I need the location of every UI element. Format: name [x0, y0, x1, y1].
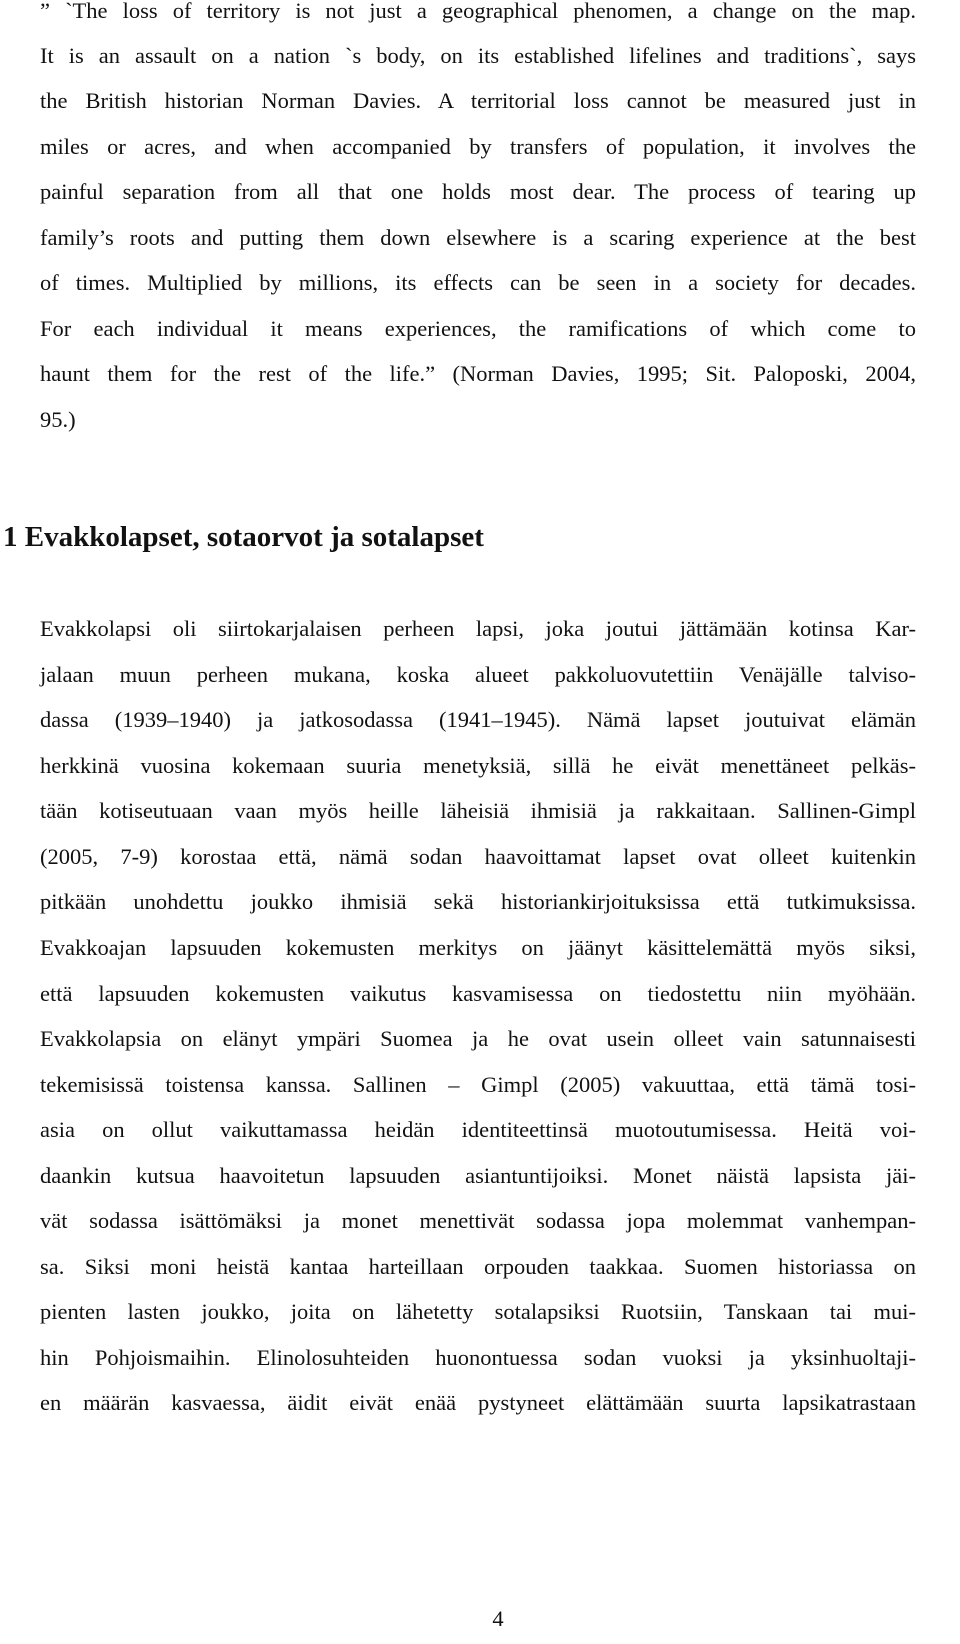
body-line: daankin kutsua haavoitetun lapsuuden asiantuntijoiksi. Monet näistä lapsista jäi-: [40, 1163, 916, 1188]
quote-line: family’s roots and putting them down elsewhere is a scaring experience at the best: [40, 225, 916, 250]
quote-line: of times. Multiplied by millions, its effects can be seen in a society for decades.: [40, 270, 916, 295]
body-line: Evakkolapsia on elänyt ympäri Suomea ja he ovat usein olleet vain satunnaisesti: [40, 1026, 916, 1051]
section-heading: 1 Evakkolapset, sotaorvot ja sotalapset: [3, 521, 484, 553]
body-line: (2005, 7-9) korostaa että, nämä sodan haavoittamat lapset ovat olleet kuitenkin: [40, 844, 916, 869]
body-line: sa. Siksi moni heistä kantaa harteillaan orpouden taakkaa. Suomen historiassa on: [40, 1254, 916, 1279]
page-number: 4: [492, 1606, 504, 1631]
quote-line: It is an assault on a nation `s body, on its established lifelines and traditions`, says: [40, 43, 916, 68]
body-line: että lapsuuden kokemusten vaikutus kasvamisessa on tiedostettu niin myöhään.: [40, 981, 916, 1006]
body-line: asia on ollut vaikuttamassa heidän identiteettinsä muotoutumisessa. Heitä voi-: [40, 1117, 916, 1142]
quote-line: 95.): [40, 407, 76, 432]
body-line: vät sodassa isättömäksi ja monet menettivät sodassa jopa molemmat vanhempan-: [40, 1208, 916, 1233]
quote-line: the British historian Norman Davies. A territorial loss cannot be measured just in: [40, 88, 916, 113]
quote-line: haunt them for the rest of the life.” (Norman Davies, 1995; Sit. Paloposki, 2004,: [40, 361, 916, 386]
body-line: pitkään unohdettu joukko ihmisiä sekä historiankirjoituksissa että tutkimuksissa.: [40, 889, 916, 914]
body-line: pienten lasten joukko, joita on lähetetty sotalapsiksi Ruotsiin, Tanskaan tai mui-: [40, 1299, 916, 1324]
quote-line: ” `The loss of territory is not just a geographical phenomen, a change on the map.: [40, 0, 916, 23]
quote-line: miles or acres, and when accompanied by transfers of population, it involves the: [40, 134, 916, 159]
body-line: dassa (1939–1940) ja jatkosodassa (1941–1945). Nämä lapset joutuivat elämän: [40, 707, 916, 732]
quote-line: For each individual it means experiences, the ramifications of which come to: [40, 316, 916, 341]
body-line: en määrän kasvaessa, äidit eivät enää pystyneet elättämään suurta lapsikatrastaan: [40, 1390, 916, 1415]
body-line: jalaan muun perheen mukana, koska alueet pakkoluovutettiin Venäjälle talviso-: [40, 662, 916, 687]
body-line: herkkinä vuosina kokemaan suuria menetyksiä, sillä he eivät menettäneet pelkäs-: [40, 753, 916, 778]
body-line: hin Pohjoismaihin. Elinolosuhteiden huonontuessa sodan vuoksi ja yksinhuoltaji-: [40, 1345, 916, 1370]
body-line: Evakkoajan lapsuuden kokemusten merkitys on jäänyt käsittelemättä myös siksi,: [40, 935, 916, 960]
body-line: Evakkolapsi oli siirtokarjalaisen perheen lapsi, joka joutui jättämään kotinsa Kar-: [40, 616, 916, 641]
body-line: tekemisissä toistensa kanssa. Sallinen – Gimpl (2005) vakuuttaa, että tämä tosi-: [40, 1072, 916, 1097]
body-line: tään kotiseutuaan vaan myös heille läheisiä ihmisiä ja rakkaitaan. Sallinen-Gimpl: [40, 798, 916, 823]
quote-line: painful separation from all that one holds most dear. The process of tearing up: [40, 179, 916, 204]
